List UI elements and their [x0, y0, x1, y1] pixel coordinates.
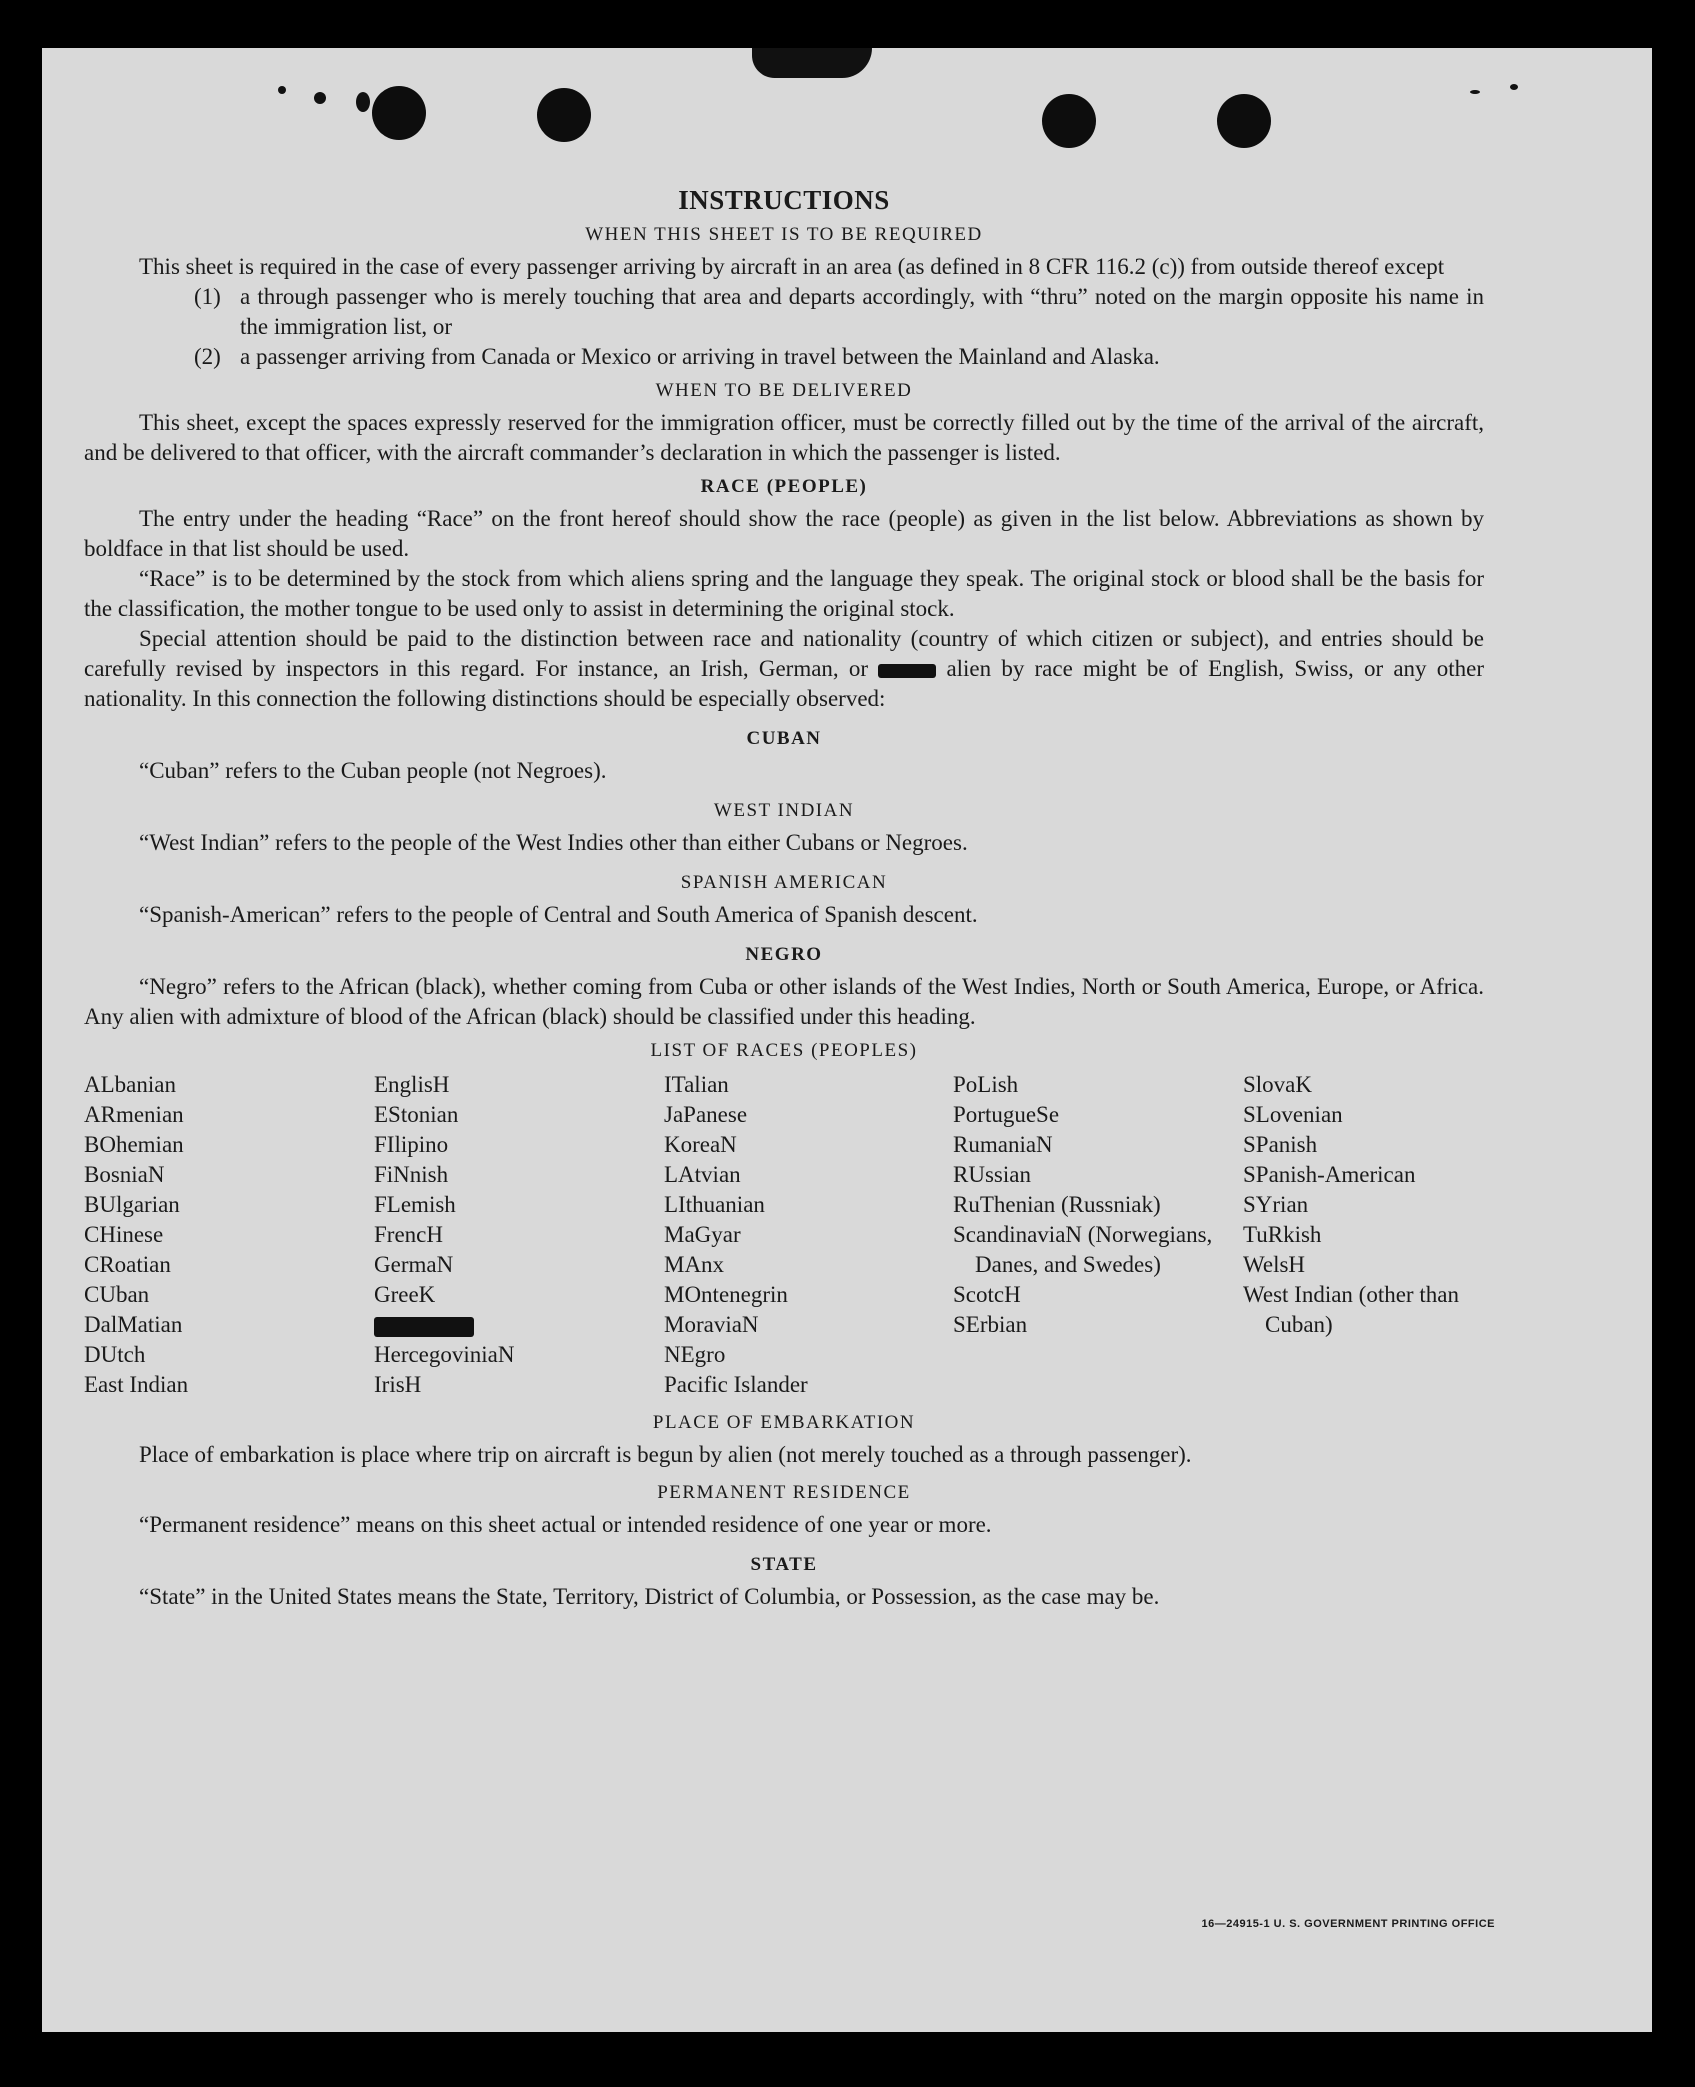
section-heading-negro: NEGRO — [745, 944, 823, 965]
race-item: IrisH — [374, 1372, 422, 1397]
cuban-text: “Cuban” refers to the Cuban people (not Negroes). — [139, 758, 607, 783]
when-required-intro: This sheet is required in the case of every passenger arriving by aircraft in an area (as defined in 8 CFR 116.2 (c)) from outside thereof except — [139, 254, 1445, 279]
race-item: SErbian — [953, 1312, 1028, 1337]
races-column-2 — [374, 1070, 664, 1400]
section-heading-embarkation: PLACE OF EMBARKATION — [652, 1412, 916, 1433]
race-item: LIthuanian — [664, 1192, 765, 1217]
race-item: CUban — [84, 1282, 150, 1307]
ink-speck — [1470, 90, 1480, 94]
race-item: West Indian (other than Cuban) — [1243, 1282, 1459, 1337]
instructions-body — [84, 140, 1484, 1612]
race-item: LAtvian — [664, 1162, 741, 1187]
race-paragraph-1: The entry under the heading “Race” on the front hereof should show the race (people) as given in the list below. Abbreviations as shown by boldface in that list should be used. — [84, 506, 1484, 561]
section-heading-list-of-races: LIST OF RACES (PEOPLES) — [650, 1040, 918, 1061]
race-item: JaPanese — [664, 1102, 748, 1127]
race-item: FLemish — [374, 1192, 456, 1217]
negro-text: “Negro” refers to the African (black), whether coming from Cuba or other islands of the West Indies, North or South America, Europe, or Africa. Any alien with admixture of blood of the African (black) should be classified under this heading. — [84, 974, 1484, 1029]
race-item: ALbanian — [84, 1072, 176, 1097]
section-heading-when-delivered: WHEN TO BE DELIVERED — [655, 380, 913, 401]
race-item: NEgro — [664, 1342, 726, 1367]
race-item: EStonian — [374, 1102, 459, 1127]
race-item: CHinese — [84, 1222, 164, 1247]
residence-text: “Permanent residence” means on this sheet actual or intended residence of one year or more. — [139, 1512, 992, 1537]
section-heading-when-required: WHEN THIS SHEET IS TO BE REQUIRED — [585, 224, 983, 245]
race-item: FIlipino — [374, 1132, 449, 1157]
race-item: ScotcH — [953, 1282, 1021, 1307]
section-heading-spanish-american: SPANISH AMERICAN — [680, 872, 888, 893]
race-item: RuThenian (Russniak) — [953, 1192, 1161, 1217]
race-item: East Indian — [84, 1372, 189, 1397]
race-item: PoLish — [953, 1072, 1019, 1097]
state-text: “State” in the United States means the State, Territory, District of Columbia, or Possession, as the case may be. — [139, 1584, 1160, 1609]
race-item: BOhemian — [84, 1132, 184, 1157]
race-item-redacted — [374, 1310, 664, 1340]
race-item: ARmenian — [84, 1102, 184, 1127]
race-paragraph-3-start: Special attention should be paid to the distinction between race and nationality (country of which citizen or subject), and entries should be carefully revised by inspectors in this regard. For instance, an Irish, German, or — [84, 626, 1484, 681]
race-item: ITalian — [664, 1072, 729, 1097]
race-item: GermaN — [374, 1252, 454, 1277]
exception-item — [194, 342, 1484, 372]
race-item: EnglisH — [374, 1072, 450, 1097]
ink-speck — [278, 86, 286, 94]
exception-number: (2) — [194, 344, 221, 369]
page-title: INSTRUCTIONS — [678, 185, 890, 215]
punch-hole — [372, 86, 426, 140]
race-item: BUlgarian — [84, 1192, 180, 1217]
race-item: SlovaK — [1243, 1072, 1312, 1097]
races-column-1 — [84, 1070, 374, 1400]
exception-text: a through passenger who is merely touching that area and departs accordingly, with “thru” noted on the margin opposite his name in the immigration list, or — [240, 284, 1484, 339]
race-item: BosniaN — [84, 1162, 165, 1187]
race-item: RumaniaN — [953, 1132, 1053, 1157]
exception-number: (1) — [194, 284, 221, 309]
races-column-5 — [1243, 1070, 1484, 1400]
exception-item — [194, 282, 1484, 342]
section-heading-cuban: CUBAN — [746, 728, 822, 749]
race-item: WelsH — [1243, 1252, 1306, 1277]
when-delivered-text: This sheet, except the spaces expressly reserved for the immigration officer, must be correctly filled out by the time of the arrival of the aircraft, and be delivered to that officer, with the aircraft commander’s declaration in which the passenger is listed. — [84, 410, 1484, 465]
race-item: FrencH — [374, 1222, 443, 1247]
race-item: ScandinaviaN (Norwegians, Danes, and Swedes) — [953, 1222, 1213, 1277]
race-item: RUssian — [953, 1162, 1031, 1187]
race-item: MOntenegrin — [664, 1282, 788, 1307]
section-heading-race: RACE (PEOPLE) — [700, 476, 868, 497]
race-item: PortugueSe — [953, 1102, 1060, 1127]
exception-text: a passenger arriving from Canada or Mexico or arriving in travel between the Mainland and Alaska. — [240, 344, 1160, 369]
section-heading-residence: PERMANENT RESIDENCE — [657, 1482, 911, 1503]
race-item: FiNnish — [374, 1162, 449, 1187]
race-item: CRoatian — [84, 1252, 171, 1277]
races-column-3 — [664, 1070, 953, 1400]
spanish-american-text: “Spanish-American” refers to the people of Central and South America of Spanish descent. — [139, 902, 978, 927]
redaction-mark — [878, 664, 936, 678]
race-item: SPanish — [1243, 1132, 1318, 1157]
race-item: TuRkish — [1243, 1222, 1322, 1247]
race-item: SYrian — [1243, 1192, 1309, 1217]
race-item: Pacific Islander — [664, 1372, 808, 1397]
print-code: 16—24915-1 U. S. GOVERNMENT PRINTING OFFICE — [1201, 1918, 1495, 1930]
redaction-mark — [374, 1317, 474, 1337]
race-item: SLovenian — [1243, 1102, 1343, 1127]
race-item: MAnx — [664, 1252, 725, 1277]
ink-speck — [1510, 84, 1518, 90]
race-item: SPanish-American — [1243, 1162, 1416, 1187]
race-item: DalMatian — [84, 1312, 183, 1337]
race-item: DUtch — [84, 1342, 146, 1367]
race-item: GreeK — [374, 1282, 436, 1307]
ink-speck — [356, 92, 370, 112]
races-column-4 — [953, 1070, 1243, 1400]
west-indian-text: “West Indian” refers to the people of the West Indies other than either Cubans or Negroes. — [139, 830, 968, 855]
races-list — [84, 1070, 1484, 1400]
race-item: MaGyar — [664, 1222, 741, 1247]
race-item: MoraviaN — [664, 1312, 759, 1337]
section-heading-west-indian: WEST INDIAN — [713, 800, 855, 821]
embarkation-text: Place of embarkation is place where trip on aircraft is begun by alien (not merely touched as a through passenger). — [139, 1442, 1192, 1467]
punch-hole — [537, 88, 591, 142]
ink-speck — [314, 92, 326, 104]
race-paragraph-3 — [84, 624, 1484, 714]
race-paragraph-3-end: alien by race might be of English, Swiss, or any other nationality. In this connection the following distinctions should be especially observed: — [84, 656, 1485, 711]
race-item: HercegoviniaN — [374, 1342, 515, 1367]
race-paragraph-2: “Race” is to be determined by the stock from which aliens spring and the language they speak. The original stock or blood shall be the basis for the classification, the mother tongue to be used only to assist in determining the original stock. — [84, 566, 1484, 621]
section-heading-state: STATE — [750, 1554, 818, 1575]
race-item: KoreaN — [664, 1132, 737, 1157]
ink-speck — [752, 48, 872, 78]
